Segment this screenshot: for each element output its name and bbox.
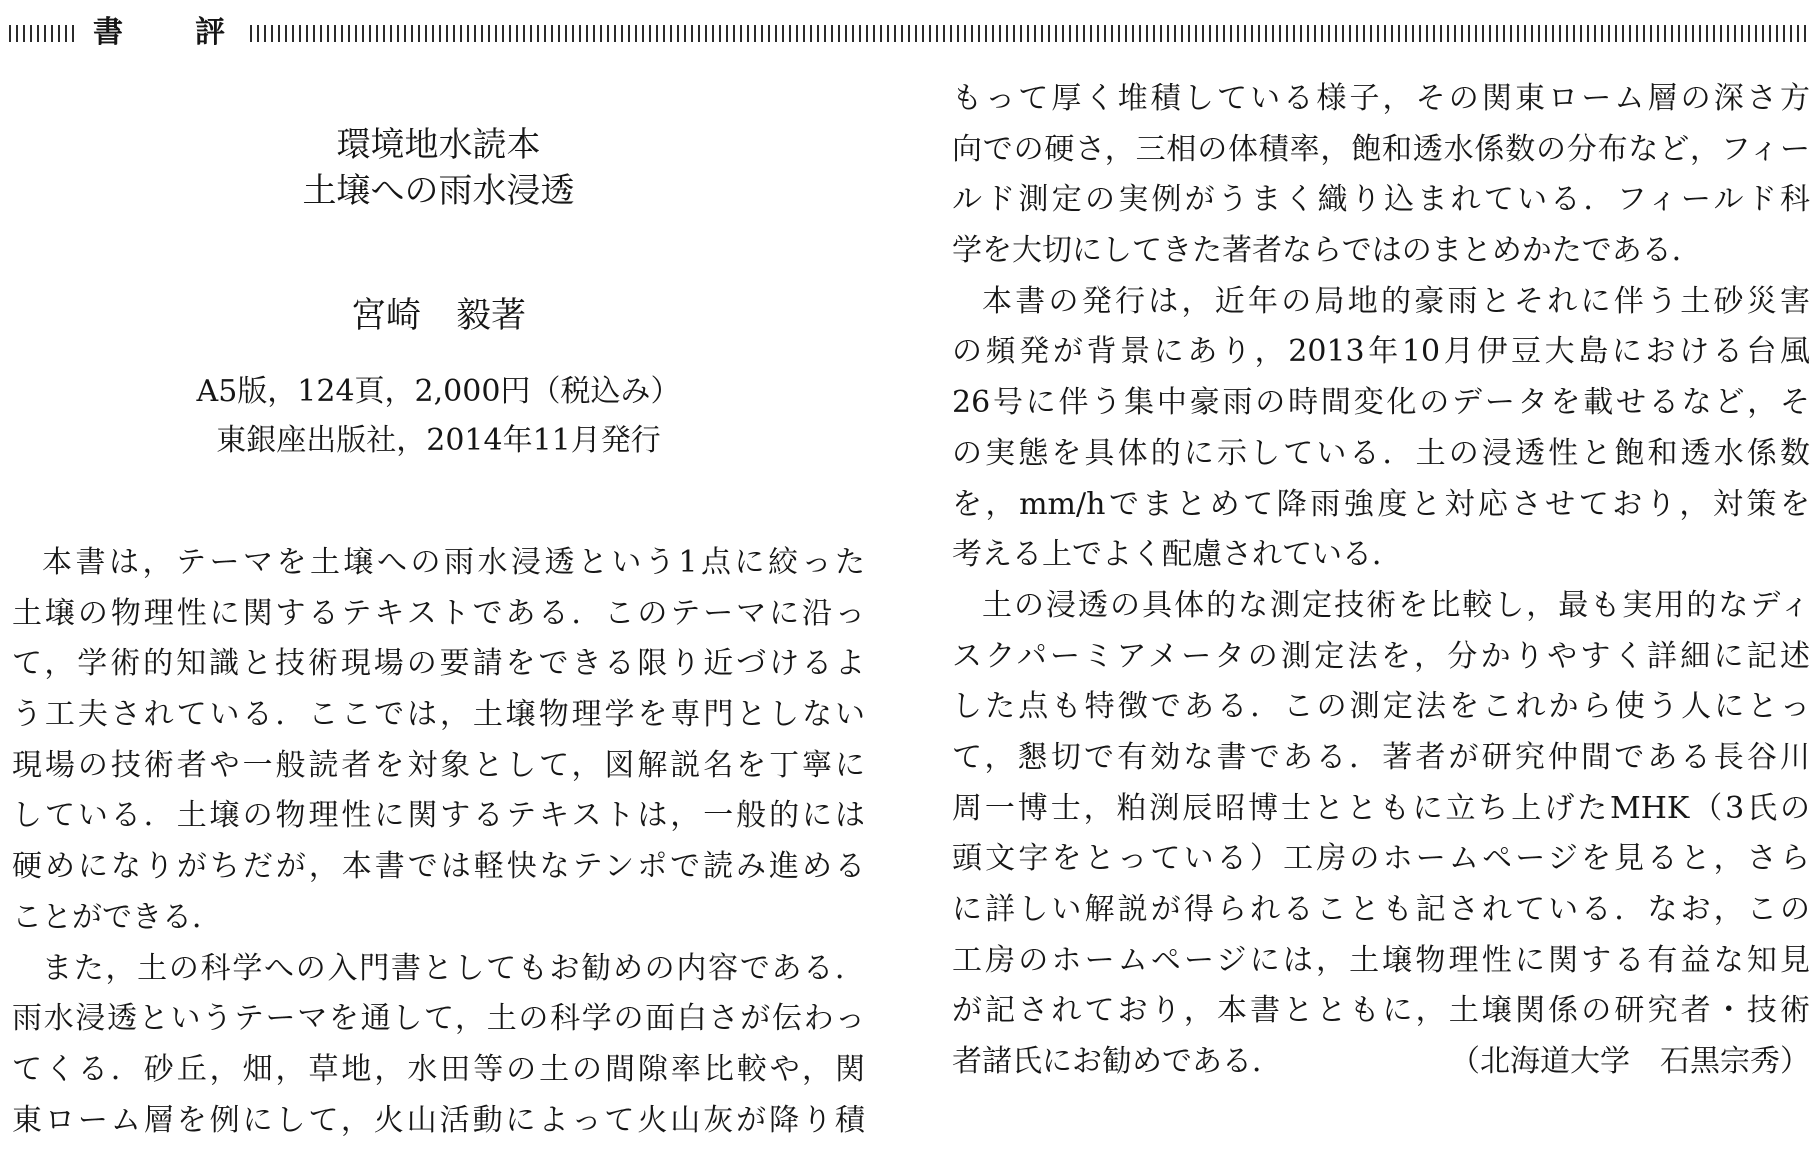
- text-line: した点も特徴である．この測定法をこれから使う人にとっ: [952, 689, 1810, 725]
- book-series: 環境地水読本: [336, 125, 541, 165]
- section-title: 書 評: [93, 15, 246, 50]
- final-line: [952, 1037, 1810, 1088]
- text-line: に詳しい解説が得られることも記されている．なお，この: [952, 892, 1810, 927]
- text-line: が記されており，本書とともに，土壌関係の研究者・技術: [952, 993, 1810, 1029]
- text-line: て，学術的知識と技術現場の要請をできる限り近づけるよ: [12, 646, 865, 682]
- book-publisher: 東銀座出版社，2014年11月発行: [216, 423, 661, 458]
- text-line: てくる．砂丘，畑，草地，水田等の土の間隙率比較や，関: [12, 1051, 865, 1087]
- review-column-left: [12, 538, 865, 1146]
- text-line: ことができる．: [12, 899, 222, 935]
- text-line: 本書の発行は，近年の局地的豪雨とそれに伴う土砂災害: [982, 283, 1810, 319]
- text-line: スクパーミアメータの測定法を，分かりやすく詳細に記述: [952, 638, 1810, 674]
- reviewer-signature: （北海道大学 石黒宗秀）: [1450, 1044, 1810, 1080]
- text-line: している．土壌の物理性に関するテキストは，一般的には: [12, 798, 865, 834]
- book-specs: A5版，124頁，2,000円（税込み）: [196, 374, 681, 409]
- text-line: 26号に伴う集中豪雨の時間変化のデータを載せるなど，そ: [952, 385, 1810, 421]
- book-author: 宮崎 毅著: [350, 296, 526, 336]
- text-line: 周一博士，粕渕辰昭博士とともに立ち上げたMHK（3氏の: [952, 790, 1810, 826]
- text-line: 東ローム層を例にして，火山活動によって火山灰が降り積: [12, 1102, 865, 1138]
- text-line: 向での硬さ，三相の体積率，飽和透水係数の分布など，フィー: [952, 131, 1810, 167]
- header-hatch-right: [250, 25, 1810, 42]
- section-header: [9, 16, 1810, 50]
- text-line: の頻発が背景にあり，2013年10月伊豆大島における台風: [952, 334, 1810, 370]
- text-line: う工夫されている．ここでは，土壌物理学を専門としない: [12, 697, 865, 733]
- text-line: もって厚く堆積している様子，その関東ローム層の深さ方: [952, 81, 1810, 116]
- text-line: 雨水浸透というテーマを通して，土の科学の面白さが伝わっ: [12, 1001, 865, 1037]
- text-line: 本書は，テーマを土壌への雨水浸透という1点に絞った: [42, 545, 865, 580]
- header-hatch-left: [9, 25, 75, 42]
- text-line: 工房のホームページには，土壌物理性に関する有益な知見: [952, 942, 1810, 978]
- text-line: の実態を具体的に示している．土の浸透性と飽和透水係数: [952, 435, 1810, 471]
- text-line: て，懇切で有効な書である．著者が研究仲間である長谷川: [952, 739, 1810, 775]
- review-column-right: [952, 74, 1810, 1088]
- text-line: 硬めになりがちだが，本書では軽快なテンポで読み進める: [12, 849, 865, 885]
- text-line: 土壌の物理性に関するテキストである．このテーマに沿っ: [12, 595, 865, 631]
- text-line: 土の浸透の具体的な測定技術を比較し，最も実用的なディ: [982, 587, 1810, 623]
- text-line: 学を大切にしてきた著者ならではのまとめかたである．: [952, 233, 1702, 269]
- text-line: ルド測定の実例がうまく織り込まれている．フィールド科: [952, 182, 1810, 218]
- text-line: 現場の技術者や一般読者を対象として，図解説名を丁寧に: [12, 747, 865, 783]
- text-line: 頭文字をとっている）工房のホームページを見ると，さら: [952, 841, 1810, 877]
- text-line: 者諸氏にお勧めである．: [952, 1044, 1282, 1080]
- text-line: また，土の科学への入門書としてもお勧めの内容である．: [42, 950, 865, 986]
- text-line: 考える上でよく配慮されている．: [952, 537, 1402, 573]
- book-title: 土壌への雨水浸透: [302, 171, 575, 211]
- text-line: を，mm/hでまとめて降雨強度と対応させており，対策を: [952, 486, 1810, 522]
